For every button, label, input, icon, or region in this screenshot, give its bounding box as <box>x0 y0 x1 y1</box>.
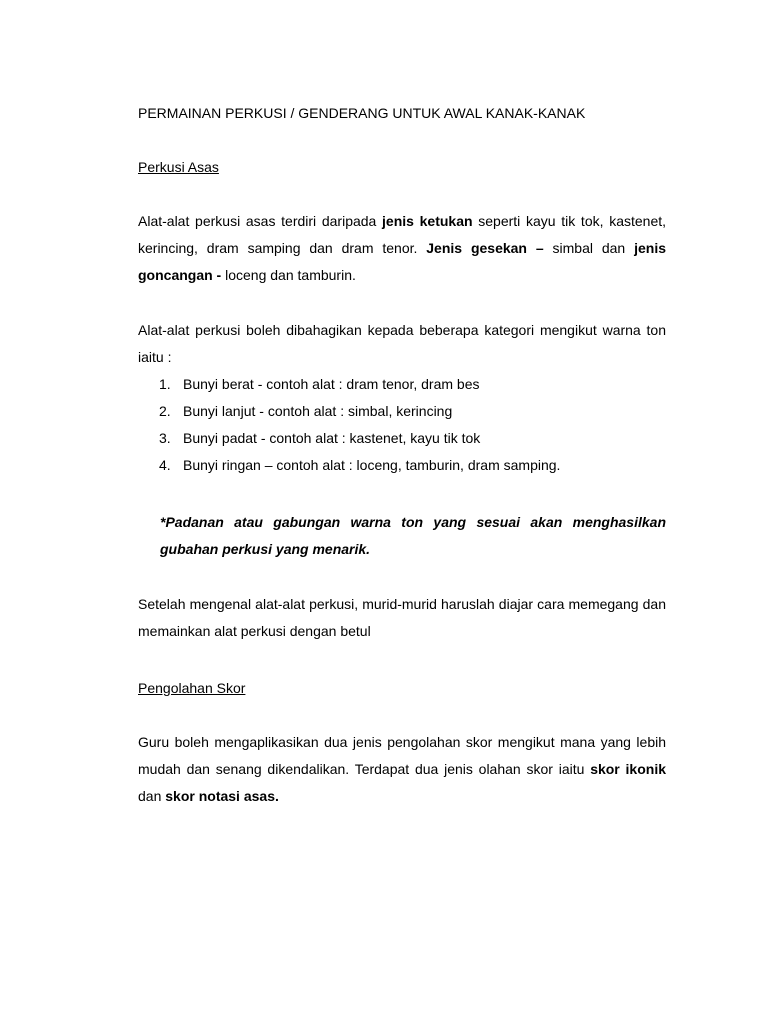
bold-term-skor-ikonik: skor ikonik <box>590 761 666 777</box>
section-heading-perkusi-asas: Perkusi Asas <box>138 159 219 175</box>
list-number: 4. <box>159 457 171 473</box>
section-heading-pengolahan-skor: Pengolahan Skor <box>138 680 246 696</box>
list-item <box>159 371 666 398</box>
document-title: PERMAINAN PERKUSI / GENDERANG UNTUK AWAL KANAK-KANAK <box>138 105 586 121</box>
list-item <box>159 425 666 452</box>
bold-term-jenis-goncangan: jenis goncangan - <box>138 240 666 283</box>
text-run: seperti kayu tik tok, kastenet, kerincing, dram samping dan dram tenor. <box>138 213 667 256</box>
bold-term-jenis-ketukan: jenis ketukan <box>382 213 473 229</box>
tone-category-list <box>138 371 666 479</box>
list-item <box>159 452 666 479</box>
list-number: 3. <box>159 430 171 446</box>
text-run: dan <box>138 788 166 804</box>
list-item-text: Bunyi padat - contoh alat : kastenet, kayu tik tok <box>183 430 481 446</box>
list-item-text: Bunyi berat - contoh alat : dram tenor, dram bes <box>183 376 480 392</box>
list-item <box>159 398 666 425</box>
note-padanan-warna-ton: *Padanan atau gabungan warna ton yang sesuai akan menghasilkan gubahan perkusi yang menarik. <box>160 514 666 557</box>
text-run: loceng dan tamburin. <box>221 267 356 283</box>
list-item-text: Bunyi lanjut - contoh alat : simbal, kerincing <box>183 403 453 419</box>
paragraph-pengolahan-skor <box>138 729 666 810</box>
paragraph-setelah-mengenal: Setelah mengenal alat-alat perkusi, murid-murid haruslah diajar cara memegang dan memainkan alat perkusi dengan betul <box>138 596 666 639</box>
text-run: simbal dan <box>543 240 635 256</box>
list-item-text: Bunyi ringan – contoh alat : loceng, tamburin, dram samping. <box>183 457 561 473</box>
bold-term-jenis-gesekan: Jenis gesekan – <box>426 240 544 256</box>
text-run: Alat-alat perkusi asas terdiri daripada <box>138 213 383 229</box>
list-number: 1. <box>159 376 171 392</box>
bold-term-skor-notasi-asas: skor notasi asas. <box>165 788 279 804</box>
paragraph-kategori-warna-ton: Alat-alat perkusi boleh dibahagikan kepada beberapa kategori mengikut warna ton iaitu : <box>138 322 666 365</box>
text-run: Guru boleh mengaplikasikan dua jenis pengolahan skor mengikut mana yang lebih mudah dan senang dikendalikan. Terdapat dua jenis olahan skor iaitu <box>138 734 666 777</box>
paragraph-alat-perkusi-asas <box>138 208 666 289</box>
list-number: 2. <box>159 403 171 419</box>
document-content <box>138 102 666 810</box>
